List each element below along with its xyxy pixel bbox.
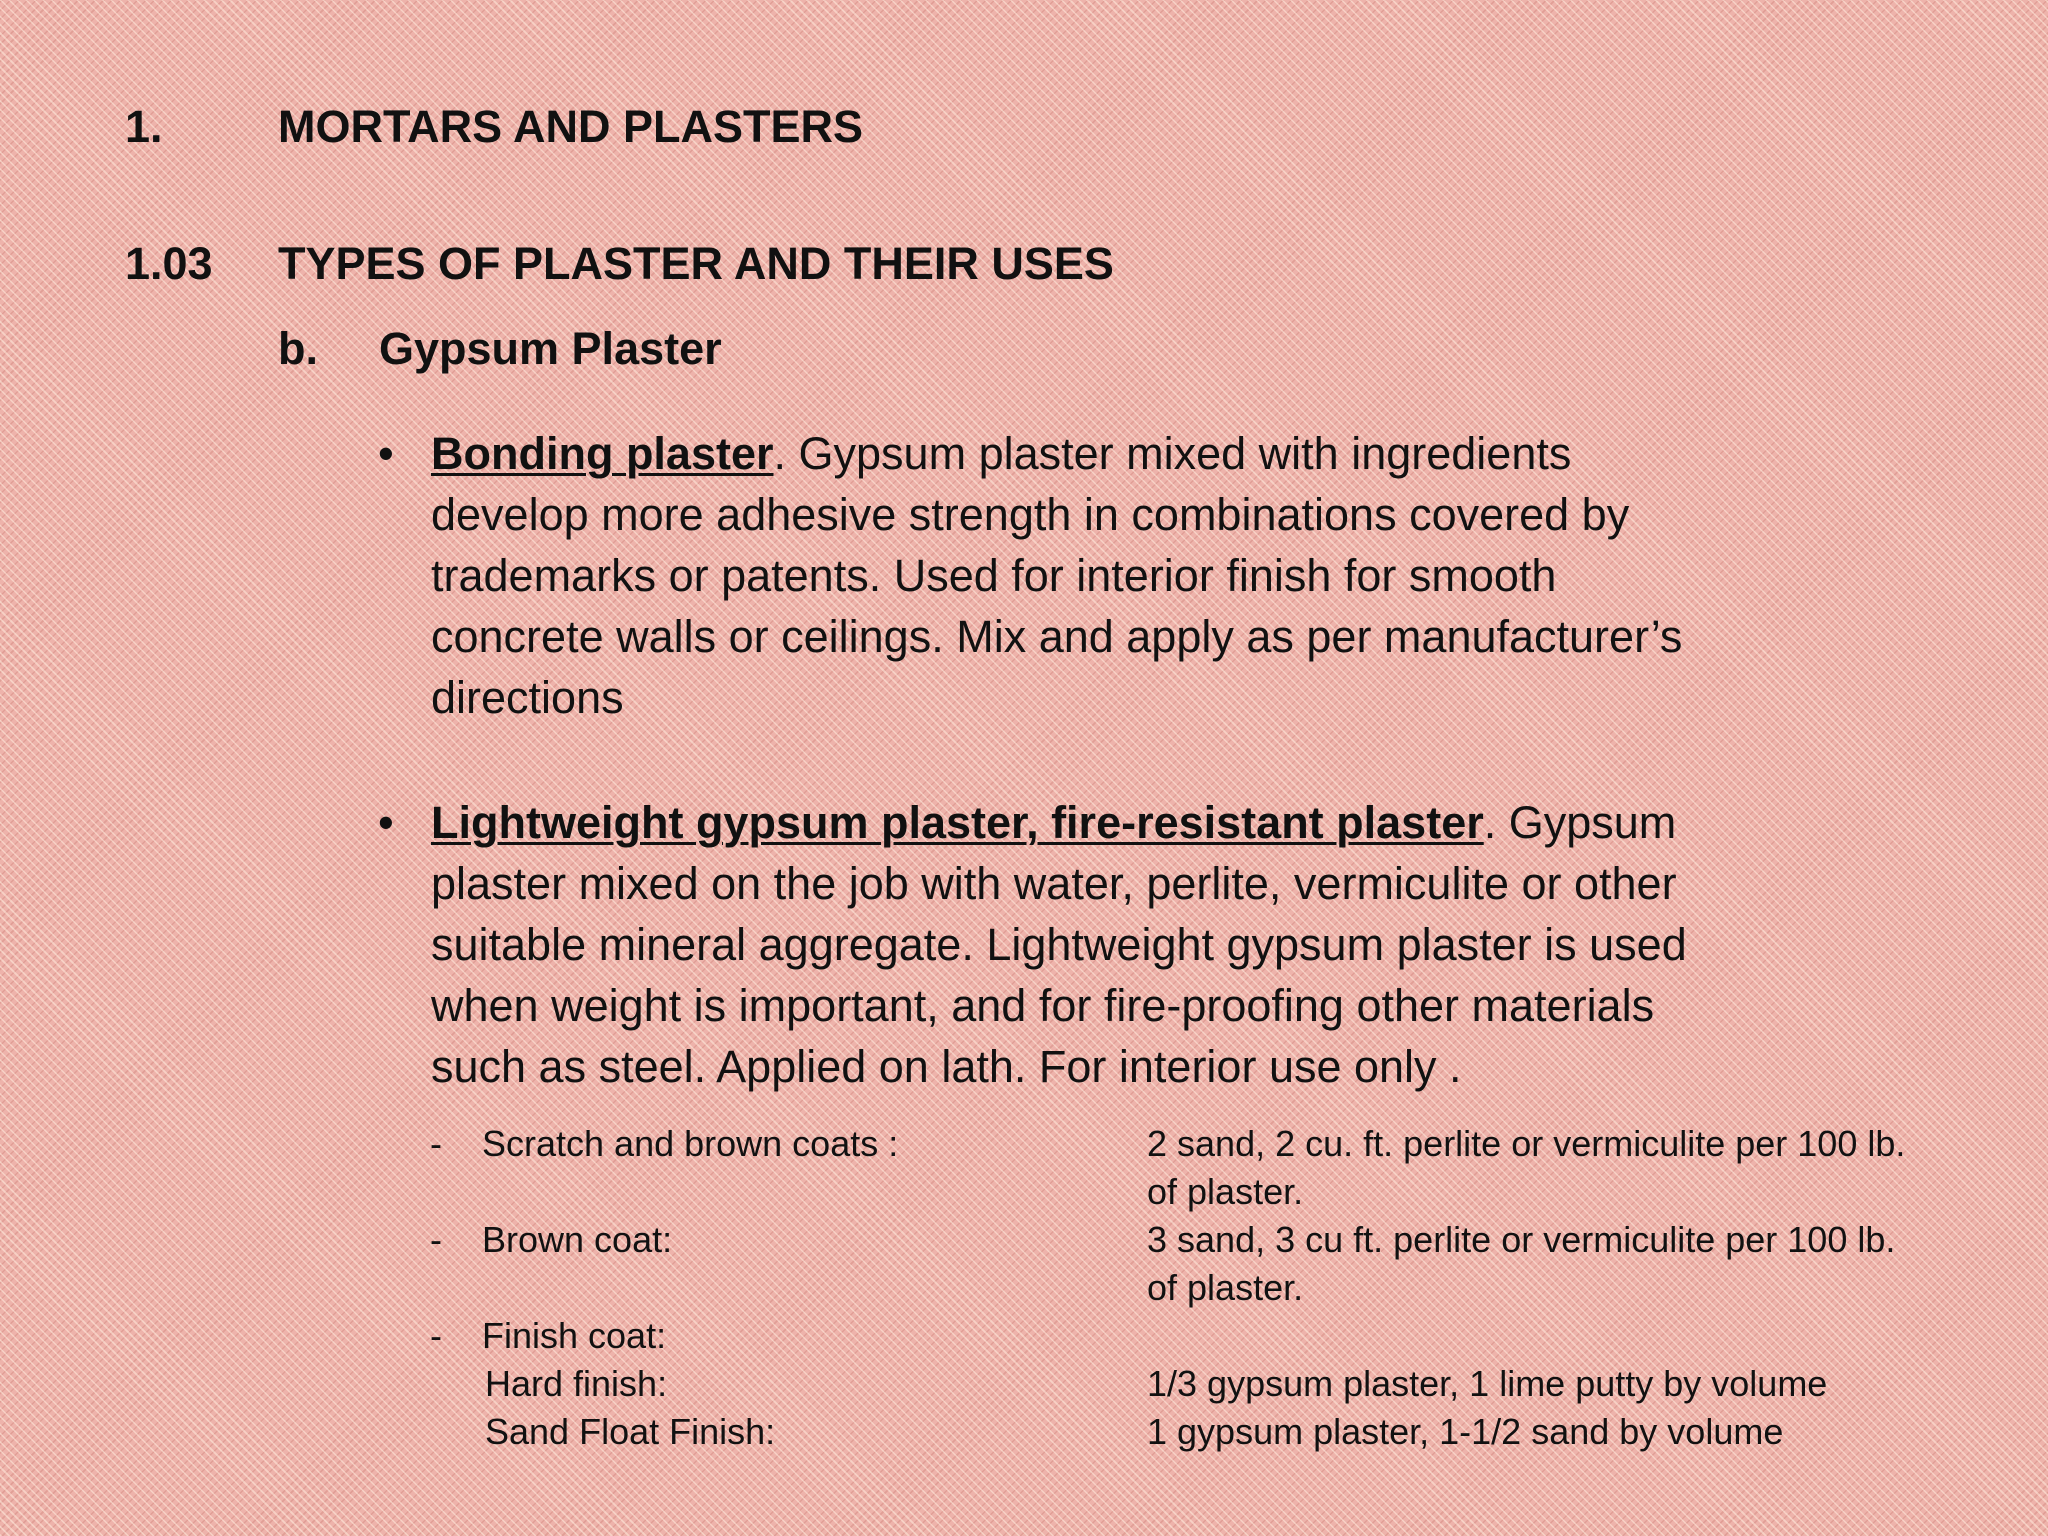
section-heading	[125, 100, 1125, 154]
mix-row-sand-float	[430, 1408, 2020, 1456]
bullet-body	[431, 792, 1931, 1097]
mix-value: 1/3 gypsum plaster, 1 lime putty by volume	[1147, 1363, 1828, 1404]
subsection-number: 1.03	[125, 238, 213, 289]
bullet-line: plaster mixed on the job with water, perlite, vermiculite or other	[431, 858, 1677, 909]
bullet-marker: •	[378, 797, 394, 848]
bullet-text: . Gypsum	[1483, 797, 1677, 848]
mix-row-scratch-brown	[430, 1120, 2020, 1216]
mix-label: Finish coat:	[482, 1315, 667, 1356]
mix-value	[1147, 1216, 2007, 1312]
list-dash: -	[430, 1219, 442, 1260]
mix-sublabel: Hard finish:	[485, 1363, 668, 1404]
list-dash: -	[430, 1123, 442, 1164]
item-heading	[278, 322, 978, 376]
bullet-line	[431, 423, 1931, 484]
mix-row-finish	[430, 1312, 2020, 1360]
section-title: MORTARS AND PLASTERS	[278, 101, 863, 152]
bullet-bonding-plaster	[378, 423, 1978, 743]
bullet-term: Lightweight gypsum plaster, fire-resistant plaster	[431, 797, 1484, 848]
list-dash: -	[430, 1315, 442, 1356]
item-title: Gypsum Plaster	[379, 323, 722, 374]
mix-value-line: of plaster.	[1147, 1171, 1304, 1212]
section-number: 1.	[125, 101, 163, 152]
bullet-marker: •	[378, 428, 394, 479]
mix-value	[1147, 1120, 2007, 1216]
bullet-line: concrete walls or ceilings. Mix and apply as per manufacturer’s	[431, 611, 1683, 662]
bullet-line: such as steel. Applied on lath. For interior use only .	[431, 1041, 1462, 1092]
bullet-line: when weight is important, and for fire-proofing other materials	[431, 980, 1655, 1031]
mix-value: 1 gypsum plaster, 1-1/2 sand by volume	[1147, 1411, 1784, 1452]
bullet-term: Bonding plaster	[431, 428, 774, 479]
subsection-title: TYPES OF PLASTER AND THEIR USES	[278, 238, 1114, 289]
bullet-line	[431, 792, 1931, 853]
mix-value-line: 2 sand, 2 cu. ft. perlite or vermiculite per 100 lb.	[1147, 1123, 1906, 1164]
bullet-line: trademarks or patents. Used for interior finish for smooth	[431, 550, 1557, 601]
mix-sublabel: Sand Float Finish:	[485, 1411, 776, 1452]
mix-value-line: 3 sand, 3 cu ft. perlite or vermiculite per 100 lb.	[1147, 1219, 1896, 1260]
mix-label: Brown coat:	[482, 1219, 673, 1260]
bullet-line: develop more adhesive strength in combinations covered by	[431, 489, 1630, 540]
bullet-text: . Gypsum plaster mixed with ingredients	[773, 428, 1572, 479]
mix-row-brown	[430, 1216, 2020, 1312]
bullet-lightweight-plaster	[378, 792, 1978, 1112]
bullet-line: directions	[431, 672, 624, 723]
mix-proportions-list	[430, 1120, 2020, 1460]
mix-value-line: of plaster.	[1147, 1267, 1304, 1308]
item-letter: b.	[278, 323, 318, 374]
subsection-heading	[125, 237, 1325, 291]
bullet-line: suitable mineral aggregate. Lightweight gypsum plaster is used	[431, 919, 1687, 970]
bullet-body	[431, 423, 1931, 728]
mix-row-hard-finish	[430, 1360, 2020, 1408]
mix-label: Scratch and brown coats :	[482, 1123, 899, 1164]
